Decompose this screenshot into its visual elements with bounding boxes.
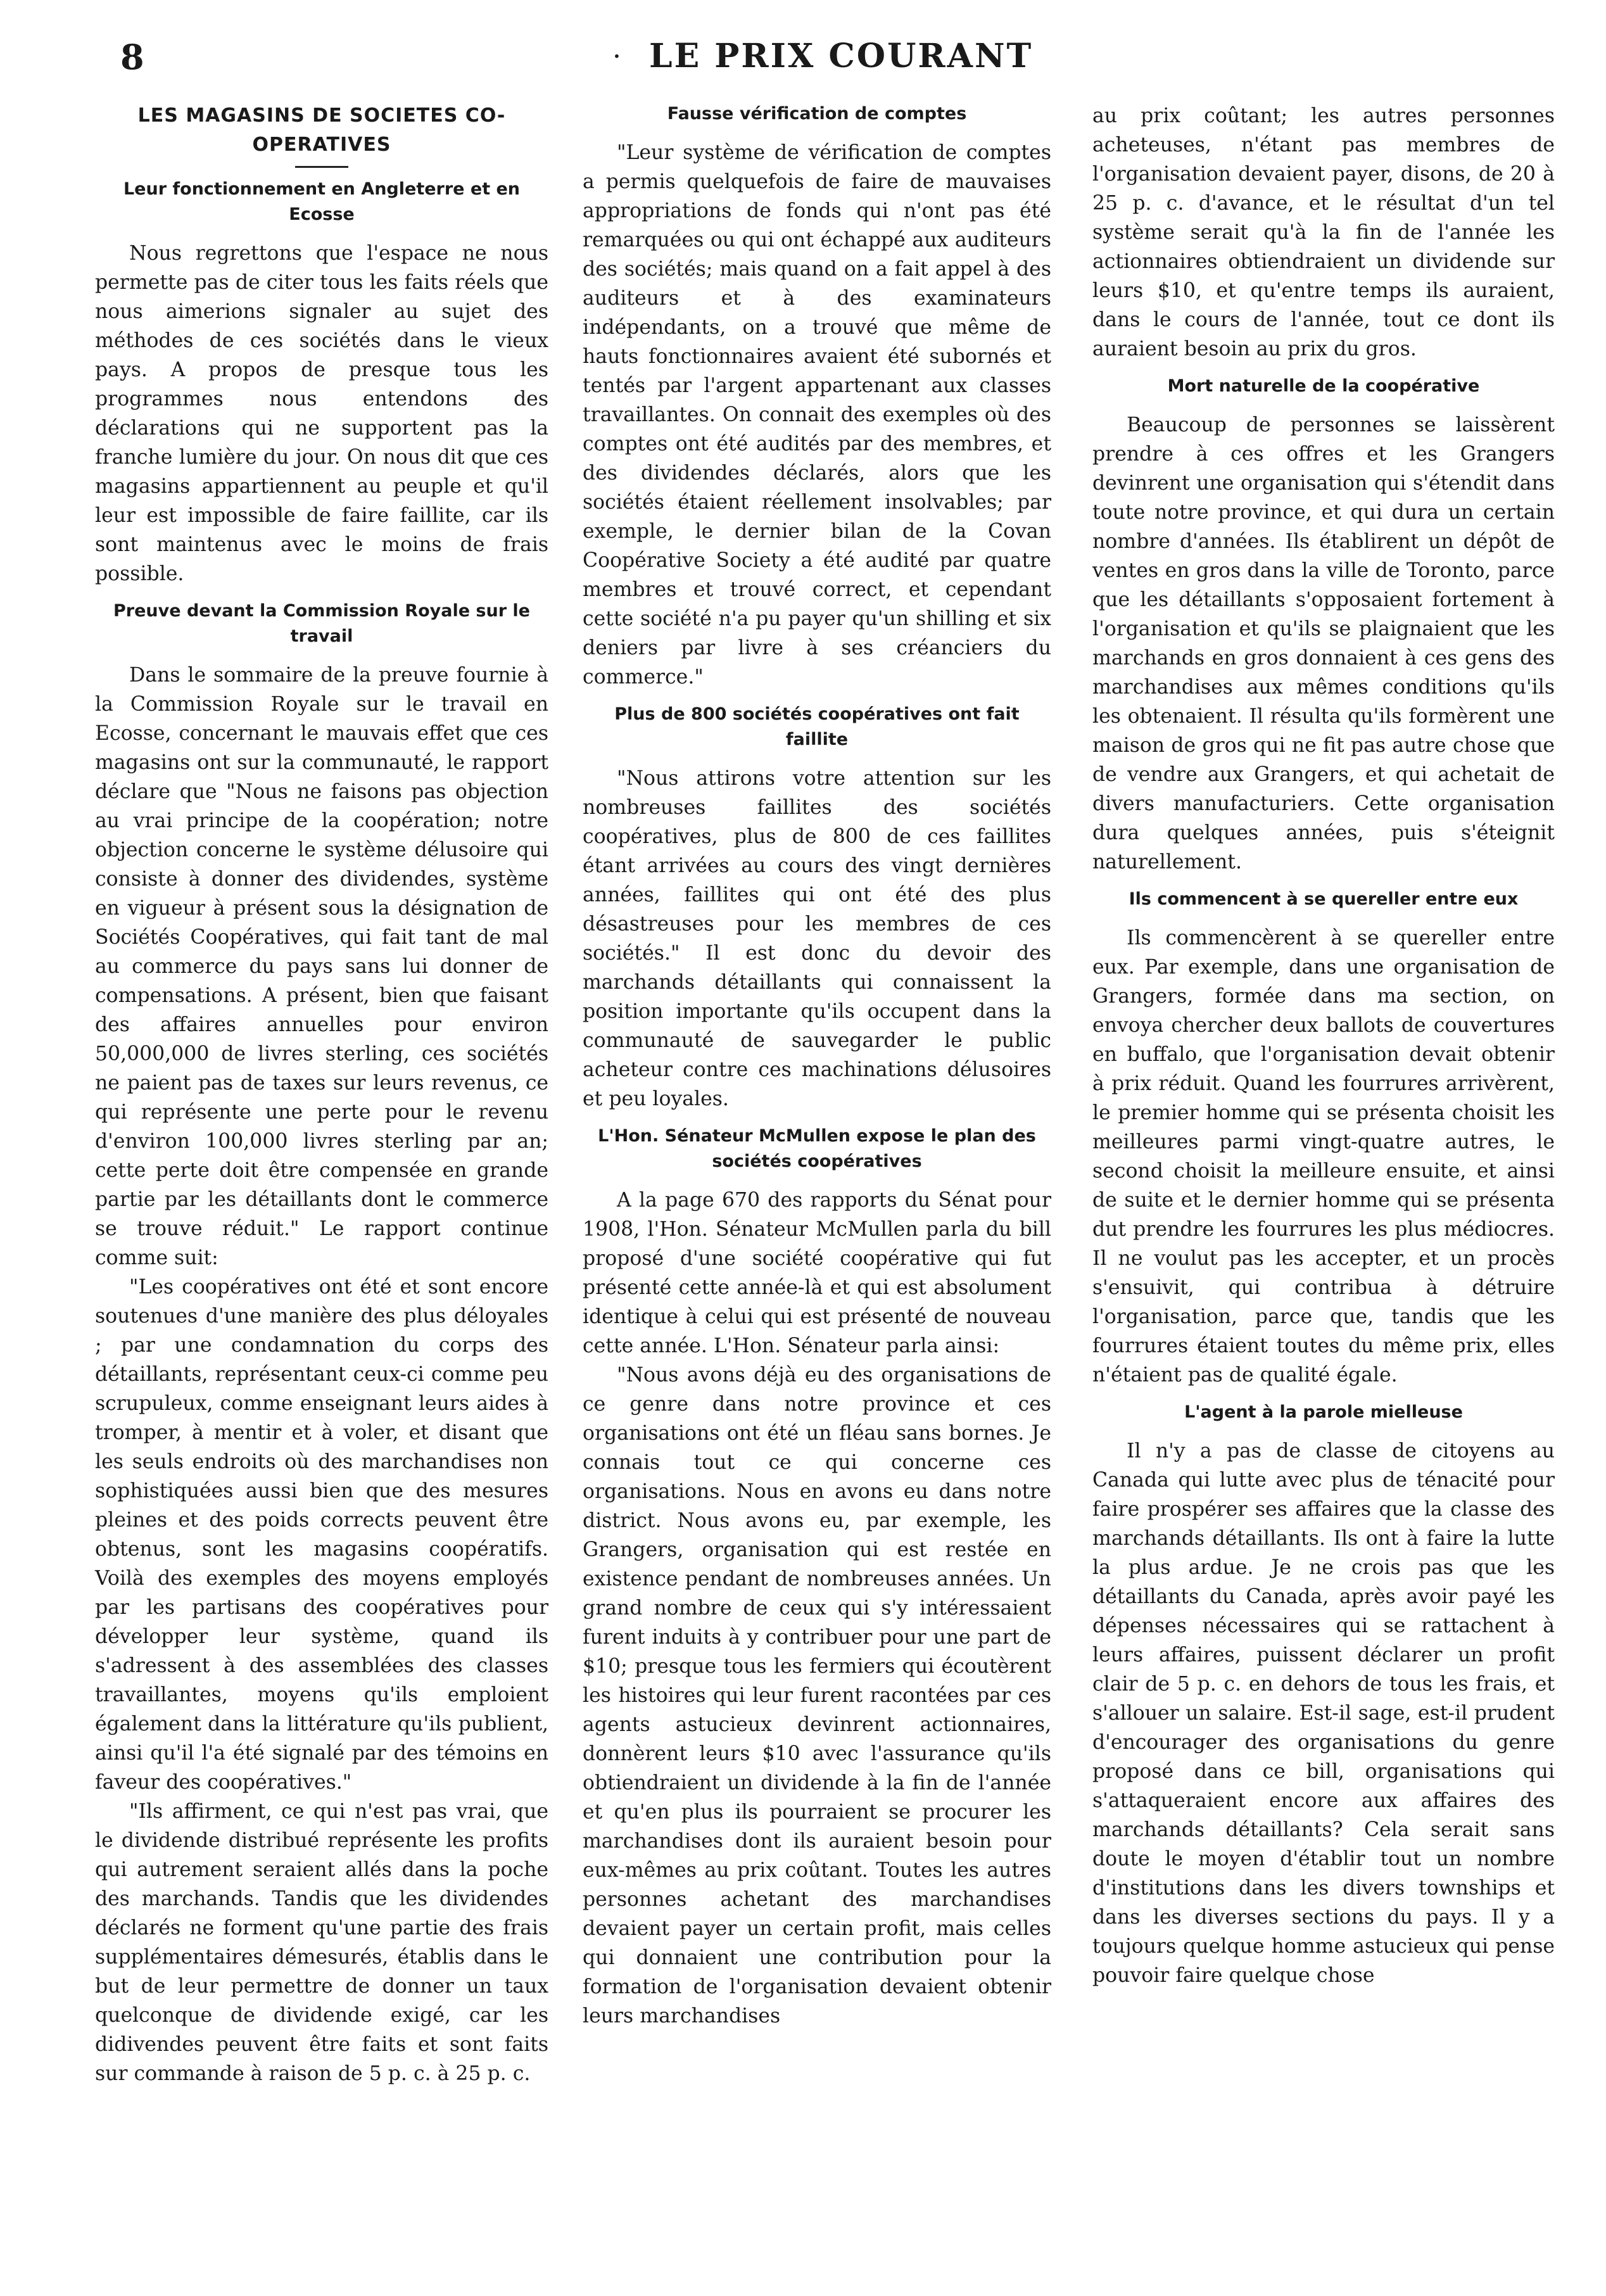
section-heading-agent: L'agent à la parole mielleuse xyxy=(1184,1402,1463,1422)
paragraph: Ils commencèrent à se quereller entre eux. Par exemple, dans une organisation de Grangers, formée dans ma section, on envoya chercher deux ballots de couvertures en buffalo, que l'organisation devait obtenir à prix réduit. Quand les fourrures arrivèrent, le premier homme qui se présenta choisit les meilleures parmi vingt-quatre autres, le second choisit la meilleure ensuite, et ainsi de suite et le dernier homme qui se présenta dut prendre les fourrures les plus médiocres. Il ne voulut pas les accepter, et un procès s'ensuivit, qui contribua à détruire l'organisation, parce que, tandis que les fourrures étaient toutes du même prix, elles n'étaient pas de qualité égale. xyxy=(1092,927,1555,1386)
page-number: 8 xyxy=(120,37,144,77)
paragraph: "Nous attirons votre attention sur les nombreuses faillites des sociétés coopératives, plus de 800 de ces faillites étant arrivées au cours des vingt dernières années, faillites qui ont été des plus désastreuses pour les membres de ces sociétés." Il est donc du devoir des marchands détaillants qui connaissent la position importante qu'ils occupent dans la communauté de sauvegarder le public acheteur contre ces machinations délusoires et peu loyales. xyxy=(583,767,1051,1110)
header-dot: · xyxy=(612,41,621,73)
paragraph: Il n'y a pas de classe de citoyens au Canada qui lutte avec plus de ténacité pour faire prospérer ses affaires que la classe des marchands détaillants. Ils ont à faire la lutte la plus ardue. Je ne crois pas que les détaillants du Canada, après avoir payé les dépenses nécessaires qui se rattachent à leurs affaires, puissent déclarer un profit clair de 5 p. c. en dehors de tous les frais, et s'allouer un salaire. Est-il sage, est-il prudent d'encourager des organisations du genre proposé dans ce bill, organisations qui s'attaqueraient encore aux affaires des marchands détaillants? Cela serait sans doute le moyen d'établir tout un nombre d'institutions dans les divers townships et dans les diverses sections du pays. Il y a toujours quelque homme astucieux qui pense pouvoir faire quelque chose xyxy=(1092,1440,1555,1987)
journal-title: LE PRIX COURANT xyxy=(649,37,1034,75)
section-heading-preuve: Preuve devant la Commission Royale sur le travail xyxy=(113,601,530,646)
column-1 xyxy=(95,101,548,2088)
title-rule xyxy=(295,166,348,168)
section-heading-fausse-verification: Fausse vérification de comptes xyxy=(667,104,967,124)
article-subtitle: Leur fonctionnement en Angleterre et en Ecosse xyxy=(123,179,521,224)
paragraph: "Leur système de vérification de comptes a permis quelquefois de faire de mauvaises appropriations de fonds qui n'ont pas été remarquées ou qui ont échappé aux auditeurs des sociétés; mais quand on a fait appel à des auditeurs et à des examinateurs indépendants, on a trouvé que même de hauts fonctionnaires avaient été subornés et tentés par l'argent appartenant aux classes travaillantes. On connait des exemples où des comptes ont été audités par des membres, et des dividendes déclarés, alors que les sociétés étaient réellement insolvables; par exemple, le dernier bilan de la Covan Coopérative Society a été audité par quatre membres et trouvé correct, et cependant cette société n'a pu payer qu'un shilling et six deniers par livre à ses créanciers du commerce." xyxy=(583,141,1051,688)
page-header xyxy=(120,37,1552,81)
paragraph: Dans le sommaire de la preuve fournie à la Commission Royale sur le travail en Ecosse, concernant le mauvais effet que ces magasins ont sur la communauté, le rapport déclare que "Nous ne faisons pas objection au vrai principe de la coopération; notre objection concerne le système délusoire qui consiste à donner des dividendes, système en vigueur à présent sous la désignation de Sociétés Coopératives, qui fait tant de mal au commerce du pays sans lui donner de compensations. A présent, bien que faisant des affaires annuelles pour environ 50,000,000 de livres sterling, ces sociétés ne paient pas de taxes sur leurs revenus, ce qui représente une perte pour le revenu d'environ 100,000 livres sterling par an; cette perte doit être compensée en grande partie par les détaillants dont le commerce se trouve réduit." Le rapport continue comme suit: xyxy=(95,664,548,1269)
paragraph: "Ils affirment, ce qui n'est pas vrai, que le dividende distribué représente les profits qui autrement seraient allés dans la poche des marchands. Tandis que les dividendes déclarés ne forment qu'une partie des frais supplémentaires démesurés, établis dans le but de leur permettre de donner un taux quelconque de dividende exigé, car les didivendes peuvent être faits et sont faits sur commande à raison de 5 p. c. à 25 p. c. xyxy=(95,1800,548,2085)
section-heading-faillites: Plus de 800 sociétés coopératives ont fait faillite xyxy=(614,704,1020,749)
article-title: LES MAGASINS DE SOCIETES CO-OPERATIVES xyxy=(137,105,506,156)
section-heading-mcmullen: L'Hon. Sénateur McMullen expose le plan des sociétés coopératives xyxy=(598,1126,1036,1171)
paragraph: A la page 670 des rapports du Sénat pour 1908, l'Hon. Sénateur McMullen parla du bill proposé d'une société coopérative qui fut présenté cette année-là et qui est absolument identique à celui qui est présenté de nouveau cette année. L'Hon. Sénateur parla ainsi: xyxy=(583,1189,1051,1357)
column-2 xyxy=(583,101,1051,2031)
paragraph: Beaucoup de personnes se laissèrent prendre à ces offres et les Grangers devinrent une organisation qui s'étendit dans toute notre province, et qui dura un certain nombre d'années. Ils établirent un dépôt de ventes en gros dans la ville de Toronto, parce que les détaillants s'opposaient fortement à l'organisation et qu'ils se plaignaient que les marchands en gros donnaient à ces gens des marchandises aux mêmes conditions qu'ils les obtenaient. Il résulta qu'ils formèrent une maison de gros qui ne fit pas autre chose que de vendre aux Grangers, et qui achetait de divers manufacturiers. Cette organisation dura quelques années, puis s'éteignit naturellement. xyxy=(1092,414,1555,873)
section-heading-querelle: Ils commencent à se quereller entre eux xyxy=(1129,889,1519,909)
paragraph: Nous regrettons que l'espace ne nous permette pas de citer tous les faits réels que nous aimerions signaler au sujet des méthodes de ces sociétés dans le vieux pays. A propos de presque tous les programmes nous entendons des déclarations qui ne supportent pas la franche lumière du jour. On nous dit que ces magasins appartiennent au peuple et qu'il leur est impossible de faire faillite, car ils sont maintenus avec le moins de frais possible. xyxy=(95,242,548,585)
paragraph: "Nous avons déjà eu des organisations de ce genre dans notre province et ces organisations ont été un fléau sans bornes. Je connais tout ce qui concerne ces organisations. Nous en avons eu dans notre district. Nous avons eu, par exemple, les Grangers, organisation qui est restée en existence pendant de nombreuses années. Un grand nombre de ceux qui s'y intéressaient furent induits à y contribuer pour une part de $10; presque tous les fermiers qui écoutèrent les histoires qui leur furent racontées par ces agents astucieux devinrent actionnaires, donnèrent leurs $10 avec l'assurance qu'ils obtiendraient un dividende à la fin de l'année et qu'en plus ils pourraient se procurer les marchandises dont ils auraient besoin pour eux-mêmes au prix coûtant. Toutes les autres personnes achetant des marchandises devaient payer un certain profit, mais celles qui donnaient une contribution pour la formation de l'organisation devaient obtenir leurs marchandises xyxy=(583,1364,1051,2027)
section-heading-mort-naturelle: Mort naturelle de la coopérative xyxy=(1167,376,1480,396)
column-3 xyxy=(1092,101,1555,1990)
paragraph: "Les coopératives ont été et sont encore soutenues d'une manière des plus déloyales ; par une condamnation du corps des détaillants, représentant ceux-ci comme peu scrupuleux, comme enseignant leurs aides à tromper, à mentir et à voler, et disant que les seuls endroits où des marchandises non sophistiquées aussi bien que des mesures pleines et des poids corrects peuvent être obtenus, sont les magasins coopératifs. Voilà des exemples des moyens employés par les partisans des coopératives pour développer leur système, quand ils s'adressent à des assemblées des classes travaillantes, moyens qu'ils emploient également dans la littérature qu'ils publient, ainsi qu'il l'a été signalé par des témoins en faveur des coopératives." xyxy=(95,1276,548,1794)
paragraph: au prix coûtant; les autres personnes acheteuses, n'étant pas membres de l'organisation devaient payer, disons, de 20 à 25 p. c. d'avance, et le résultat d'un tel système serait qu'à la fin de l'année les actionnaires obtiendraient un dividende sur leurs $10, et qu'entre temps ils auraient, dans le cours de l'année, tout ce dont ils auraient besoin au prix du gros. xyxy=(1092,105,1555,360)
